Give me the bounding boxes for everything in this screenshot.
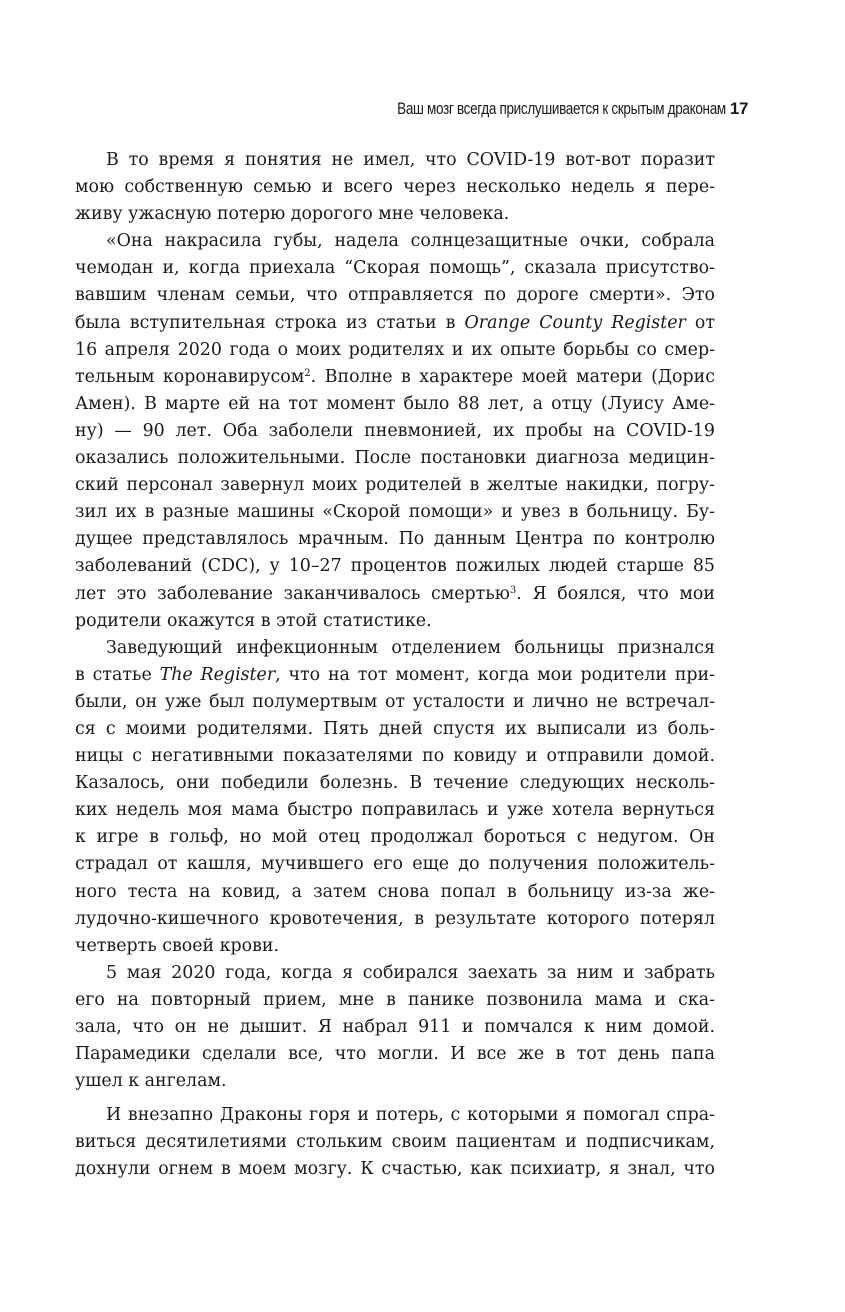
footnote-ref: 2 — [304, 367, 311, 379]
text-line: виться десятилетиями стольким своим пациентам и подписчикам, — [75, 1132, 715, 1153]
text-line: чемодан и, когда приехала “Скорая помощь”, сказала присутство- — [75, 258, 715, 279]
text-line: оказались положительными. После постановки диагноза медицин- — [75, 448, 715, 469]
text-fragment: тельным коронавирусом — [75, 366, 305, 387]
text-line: родители окажутся в этой статистике. — [75, 610, 432, 631]
page-number: 17 — [729, 99, 748, 118]
text-fragment: была вступительная строка из статьи в — [75, 312, 456, 333]
running-head-title: Ваш мозг всегда прислушивается к скрытым драконам — [397, 100, 726, 118]
text-line: дущее представлялось мрачным. По данным Центра по контролю — [75, 529, 715, 550]
text-line: И внезапно Драконы горя и потерь, с которыми я помогал спра- — [106, 1105, 715, 1126]
running-head — [325, 99, 748, 119]
text-line: ного теста на ковид, а затем снова попал в больницу из-за же- — [75, 881, 715, 902]
text-line: живу ужасную потерю дорогого мне человека. — [75, 204, 510, 225]
text-line: зил их в разные машины «Скорой помощи» и увез в больницу. Бу- — [75, 502, 715, 523]
text-line: ский персонал завернул моих родителей в желтые накидки, погру- — [75, 475, 715, 496]
text-line — [75, 310, 715, 337]
publication-title: Orange County Register — [464, 312, 686, 333]
text-line: лудочно-кишечного кровотечения, в результате которого потерял — [75, 908, 715, 929]
text-fragment: лет это заболевание заканчивалось смертью — [75, 583, 510, 604]
text-line: 5 мая 2020 года, когда я собирался заехать за ним и забрать — [106, 962, 715, 983]
text-line: ну) — 90 лет. Оба заболели пневмонией, их пробы на COVID-19 — [75, 420, 715, 441]
text-fragment: в статье — [75, 664, 152, 685]
text-line: ницы с негативными показателями по ковиду и отправили домой. — [75, 746, 715, 767]
paragraph-1 — [75, 147, 715, 228]
text-line: были, он уже был полумертвым от усталости и лично не встречал- — [75, 691, 715, 712]
paragraph-spacer — [75, 1095, 715, 1102]
paragraph-2 — [75, 228, 715, 634]
text-line: к игре в гольф, но мой отец продолжал бороться с недугом. Он — [75, 827, 715, 848]
text-line: его на повторный прием, мне в панике позвонила мама и ска- — [75, 989, 715, 1010]
publication-title: The Register — [159, 664, 276, 685]
text-line: Казалось, они победили болезнь. В течение следующих несколь- — [75, 773, 715, 794]
footnote-ref: 3 — [509, 584, 517, 596]
paragraph-3 — [75, 635, 715, 960]
text-line: В то время я понятия не имел, что COVID-19 вот-вот поразит — [106, 150, 715, 170]
text-line: мою собственную семью и всего через несколько недель я пере- — [75, 177, 715, 198]
text-fragment: . Вполне в характере моей матери (Дорис — [310, 366, 715, 387]
text-fragment: . Я боялся, что мои — [516, 583, 715, 604]
text-line: ся с моими родителями. Пять дней спустя их выписали из боль- — [75, 718, 715, 739]
body-text — [75, 147, 715, 1184]
text-fragment: , что на тот момент, когда мои родители при- — [275, 664, 716, 685]
text-line: «Она накрасила губы, надела солнцезащитные очки, собрала — [106, 231, 715, 252]
paragraph-4 — [75, 960, 715, 1095]
text-line: ушел к ангелам. — [75, 1071, 227, 1092]
text-line: Заведующий инфекционным отделением больницы признался — [106, 637, 715, 658]
text-line — [75, 662, 715, 689]
paragraph-5 — [75, 1102, 715, 1183]
text-line: заболеваний (CDC), у 10–27 процентов пожилых людей старше 85 — [75, 556, 715, 577]
text-line — [75, 364, 715, 391]
text-fragment: от — [694, 312, 716, 333]
text-line: Амен). В марте ей на тот момент было 88 лет, а отцу (Луису Аме- — [75, 393, 715, 414]
text-line: Парамедики сделали все, что могли. И все же в тот день папа — [75, 1044, 715, 1065]
text-line: дохнули огнем в моем мозгу. К счастью, как психиатр, я знал, что — [75, 1159, 715, 1180]
text-line: 16 апреля 2020 года о моих родителях и их опыте борьбы со смер- — [75, 339, 715, 360]
text-line: вавшим членам семьи, что отправляется по дороге смерти». Это — [75, 285, 715, 306]
text-line: четверть своей крови. — [75, 935, 280, 956]
text-line: страдал от кашля, мучившего его еще до получения положитель- — [75, 854, 715, 875]
text-line: зала, что он не дышит. Я набрал 911 и помчался к ним домой. — [75, 1017, 715, 1037]
text-line — [75, 581, 715, 608]
text-line: ких недель моя мама быстро поправилась и уже хотела вернуться — [75, 800, 715, 821]
